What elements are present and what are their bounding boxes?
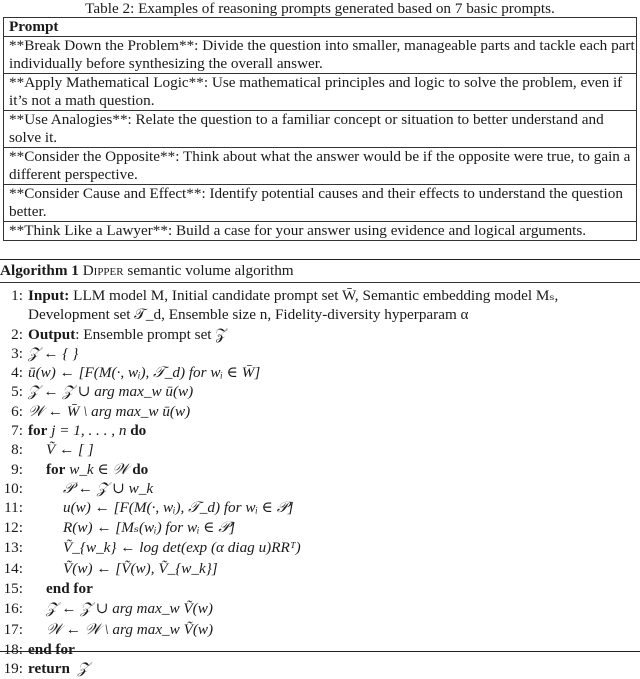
line-text: 𝒲 ← 𝒲 \ arg max_w Ṽ(w) — [46, 621, 214, 639]
line-code — [63, 518, 235, 537]
line-number: 4: — [11, 364, 23, 382]
line-number: 9: — [11, 460, 23, 478]
keyword: end for — [28, 641, 75, 659]
table-row: **Break Down the Problem**: Divide the question into smaller, manageable parts and tackle each part individually before synthesizing the overall answer. — [4, 37, 637, 74]
line-number: 19: — [3, 660, 23, 678]
line-code — [28, 659, 89, 678]
keyword: for — [46, 460, 66, 478]
line-text: 𝒵 ← 𝒵 ∪ arg max_w Ṽ(w) — [46, 600, 213, 618]
line-number: 12: — [3, 518, 23, 536]
algorithm-line — [0, 598, 640, 619]
line-number: 2: — [11, 325, 23, 343]
line-code — [63, 537, 301, 558]
algorithm-line — [0, 479, 640, 498]
keyword: Output — [28, 325, 76, 343]
algorithm-name: Dipper — [82, 262, 124, 279]
line-text: Ṽ(w) ← [Ṽ(w), Ṽ_{w_k}] — [63, 559, 218, 577]
line-text: 𝒵 ← 𝒵 ∪ arg max_w ū(w) — [28, 383, 194, 401]
algorithm-line — [0, 659, 640, 678]
line-code — [46, 460, 148, 479]
keyword: for — [28, 422, 48, 440]
line-text: 𝒫 ← 𝒵 ∪ w_k — [63, 479, 154, 497]
algorithm-line — [0, 518, 640, 537]
keyword: do — [130, 422, 147, 440]
algorithm-line — [0, 579, 640, 598]
line-code — [28, 305, 469, 324]
line-text: 𝒵 — [77, 660, 90, 678]
table-header-prompt: Prompt — [4, 18, 637, 37]
algorithm-line — [0, 619, 640, 640]
line-number: 7: — [11, 422, 23, 440]
line-text: 𝒵 ← { } — [28, 344, 79, 362]
algorithm-line — [0, 537, 640, 558]
line-code — [28, 344, 78, 363]
line-number: 16: — [3, 600, 23, 618]
line-code — [28, 382, 193, 401]
algorithm-body — [0, 286, 640, 679]
algorithm-label: Algorithm 1 — [0, 262, 79, 279]
algorithm-line — [0, 402, 640, 421]
algorithm-line — [0, 640, 640, 659]
prompts-table — [3, 17, 637, 241]
line-code — [28, 421, 146, 440]
line-number: 18: — [3, 641, 23, 659]
line-text: LLM model M, Initial candidate prompt set W̄, Semantic embedding model Mₛ, — [73, 287, 559, 304]
table-caption: Table 2: Examples of reasoning prompts generated based on 7 basic prompts. — [85, 0, 555, 17]
algorithm-line — [0, 558, 640, 579]
keyword: do — [132, 460, 149, 478]
line-code — [46, 619, 213, 640]
algorithm-line — [0, 460, 640, 479]
table-row: **Use Analogies**: Relate the question to a familiar concept or situation to better understand and solve it. — [4, 111, 637, 148]
algorithm-caption — [0, 261, 640, 281]
algorithm-line — [0, 286, 640, 305]
line-text: Ṽ_{w_k} ← log det(exp (α diag u)RRᵀ) — [63, 538, 301, 556]
algorithm-line — [0, 440, 640, 459]
line-code — [63, 558, 218, 579]
line-text: : Ensemble prompt set 𝒵 — [75, 325, 227, 343]
keyword: return — [28, 660, 70, 678]
line-number: 8: — [11, 441, 23, 459]
line-text: 𝒲 ← W̄ \ arg max_w ū(w) — [28, 402, 191, 420]
line-number: 15: — [3, 579, 23, 597]
line-number: 13: — [3, 538, 23, 556]
algorithm-top-rule — [0, 259, 640, 260]
line-number: 14: — [3, 559, 23, 577]
line-code — [28, 402, 190, 421]
line-code — [46, 440, 94, 459]
keyword: Input: — [28, 287, 70, 304]
table-row: **Consider Cause and Effect**: Identify potential causes and their effects to understand the question better. — [4, 185, 637, 222]
line-code — [46, 579, 93, 598]
algorithm-line — [0, 344, 640, 363]
line-number: 10: — [3, 479, 23, 497]
algorithm-caption-rule — [0, 282, 640, 283]
line-code — [46, 598, 213, 619]
line-number: 11: — [4, 499, 23, 517]
line-code — [28, 325, 227, 344]
line-number: 1: — [11, 287, 23, 304]
line-number: 5: — [11, 383, 23, 401]
table-row: **Apply Mathematical Logic**: Use mathematical principles and logic to solve the problem, even if it’s not a math question. — [4, 74, 637, 111]
line-code — [28, 286, 558, 305]
line-number: 3: — [11, 344, 23, 362]
line-number: 6: — [11, 402, 23, 420]
line-text: Development set 𝒯_d, Ensemble size n, Fidelity-diversity hyperparam α — [28, 306, 469, 324]
line-code — [63, 498, 294, 517]
line-code — [28, 363, 260, 382]
line-number: 17: — [3, 621, 23, 639]
line-text: ū(w) ← [F(M(·, wᵢ), 𝒯_d) for wᵢ ∈ W̄] — [28, 364, 261, 382]
line-code — [28, 640, 75, 659]
line-code — [63, 479, 153, 498]
line-text: Ṽ ← [ ] — [46, 441, 94, 459]
algorithm-title: semantic volume algorithm — [127, 262, 294, 279]
algorithm-line — [0, 498, 640, 517]
algorithm-bottom-rule — [0, 651, 640, 652]
algorithm-line — [0, 363, 640, 382]
line-text: R(w) ← [Mₛ(wᵢ) for wᵢ ∈ 𝒫] — [63, 518, 236, 536]
line-text: u(w) ← [F(M(·, wᵢ), 𝒯_d) for wᵢ ∈ 𝒫] — [63, 499, 294, 517]
algorithm-line — [0, 421, 640, 440]
table-row: **Think Like a Lawyer**: Build a case for your answer using evidence and logical arguments. — [4, 222, 637, 241]
line-text: w_k ∈ 𝒲 — [69, 460, 129, 478]
table-row: **Consider the Opposite**: Think about what the answer would be if the opposite were true, to gain a different perspective. — [4, 148, 637, 185]
keyword: end for — [46, 579, 93, 597]
algorithm-line — [0, 325, 640, 344]
line-text: j = 1, . . . , n — [51, 422, 127, 440]
algorithm-line — [0, 305, 640, 324]
algorithm-line — [0, 382, 640, 401]
